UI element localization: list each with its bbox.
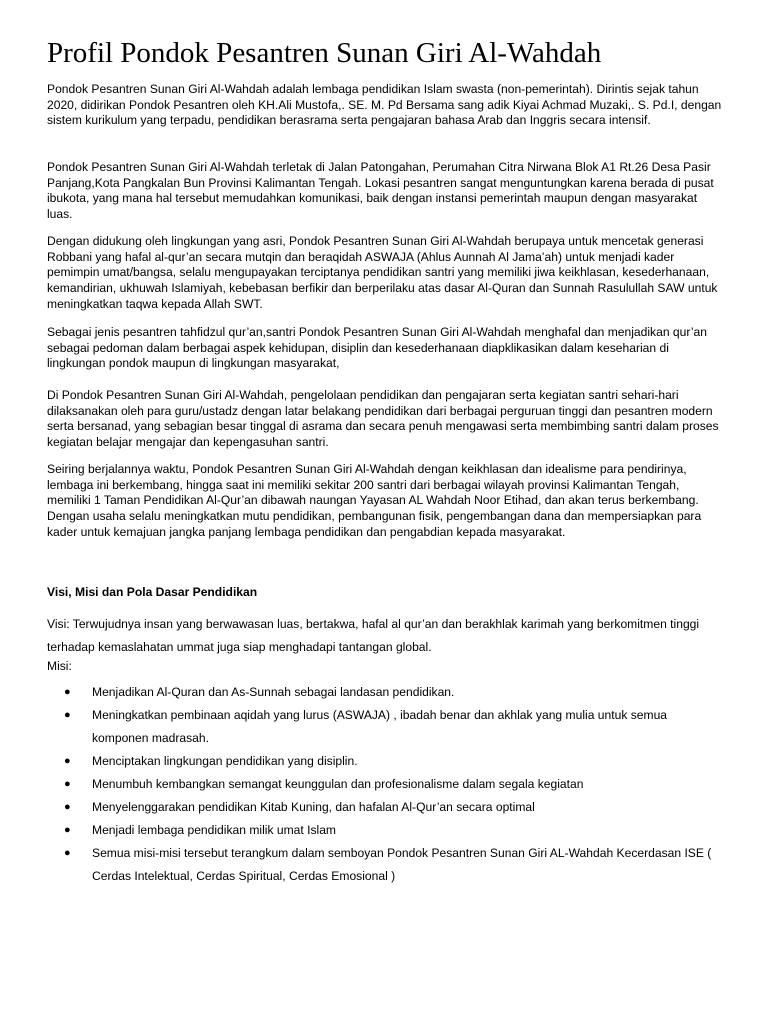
list-item bbox=[47, 681, 723, 704]
paragraph-tahfidz: Sebagai jenis pesantren tahfidzul qur’an,santri Pondok Pesantren Sunan Giri Al-Wahdah menghafal dan menjadikan qur’an sebagai pedoman dalam berbagai aspek kehidupan, disiplin dan kesederhanaan diapklikasikan dalam keseharian di lingkungan pondok maupun di lingkungan masyarakat, bbox=[47, 325, 707, 371]
bullet-icon: ● bbox=[64, 709, 71, 721]
list-item-text: Menjadi lembaga pendidikan milik umat Islam bbox=[92, 823, 337, 837]
paragraph-intro: Pondok Pesantren Sunan Giri Al-Wahdah adalah lembaga pendidikan Islam swasta (non-pemerintah). Dirintis sejak tahun 2020, didirikan Pondok Pesantren oleh KH.Ali Mustofa,. SE. M. Pd Bersama sang adik Kiyai Achmad Muzaki,. S. Pd.I, dengan sistem kurikulum yang terpadu, pendidikan berasrama serta pengajaran bahasa Arab dan Inggris secara intensif. bbox=[47, 82, 722, 128]
bullet-icon: ● bbox=[64, 847, 71, 859]
section-heading: Visi, Misi dan Pola Dasar Pendidikan bbox=[47, 585, 258, 599]
paragraph-location: Pondok Pesantren Sunan Giri Al-Wahdah terletak di Jalan Patongahan, Perumahan Citra Nirwana Blok A1 Rt.26 Desa Pasir Panjang,Kota Pangkalan Bun Provinsi Kalimantan Tengah. Lokasi pesantren sangat menguntungkan karena berada di pusat ibukota, yang mana hal tersebut memudahkan komunikasi, baik dengan instansi pemerintah maupun dengan masyarakat luas. bbox=[47, 160, 714, 222]
list-item bbox=[47, 704, 723, 750]
list-item-text: Menciptakan lingkungan pendidikan yang disiplin. bbox=[92, 754, 358, 768]
list-item-text: Meningkatkan pembinaan aqidah yang lurus (ASWAJA) , ibadah benar dan akhlak yang mulia untuk semua komponen madrasah. bbox=[92, 708, 668, 745]
document-page bbox=[47, 36, 723, 883]
paragraph-growth: Seiring berjalannya waktu, Pondok Pesantren Sunan Giri Al-Wahdah dengan keikhlasan dan idealisme para pendirinya, lembaga ini berkembang, hingga saat ini memiliki sekitar 200 santri dari berbagai wilayah provinsi Kalimantan Tengah, memiliki 1 Taman Pendidikan Al-Qur’an dibawah naungan Yayasan AL Wahdah Noor Etihad, dan akan terus berkembang. Dengan usaha selalu meningkatkan mutu pendidikan, pembangunan fisik, pengembangan dana dan mempersiapkan para kader untuk kemajuan jangka panjang lembaga pendidikan dan pengabdian kepada masyarakat. bbox=[47, 462, 702, 539]
list-item bbox=[47, 773, 723, 796]
paragraph-management: Di Pondok Pesantren Sunan Giri Al-Wahdah, pengelolaan pendidikan dan pengajaran serta kegiatan santri sehari-hari dilaksanakan oleh para guru/ustadz dengan latar belakang pendidikan dari berbagai perguruan tinggi dan pesantren modern serta bersanad, yang sebagian besar tinggal di asrama dan secara penuh mengawasi serta membimbing santri dalam proses kegiatan belajar mengajar dan kepengasuhan santri. bbox=[47, 388, 719, 450]
list-item bbox=[47, 750, 723, 773]
bullet-icon: ● bbox=[64, 755, 71, 767]
paragraph-environment: Dengan didukung oleh lingkungan yang asri, Pondok Pesantren Sunan Giri Al-Wahdah berupaya untuk mencetak generasi Robbani yang hafal al-qur’an secara mutqin dan beraqidah ASWAJA (Ahlus Aunnah Al Jama’ah) untuk menjadi kader pemimpin umat/bangsa, selalu mengupayakan terciptanya pendidikan santri yang memiliki jiwa keikhlasan, kesederhanaan, kemandirian, ukhuwah Islamiyah, kebebasan berfikir dan berperilaku atas dasar Al-Quran dan Sunnah Rasulullah SAW untuk meningkatkan taqwa kepada Allah SWT. bbox=[47, 234, 718, 311]
list-item bbox=[47, 842, 723, 888]
misi-list bbox=[47, 681, 723, 888]
page-title: Profil Pondok Pesantren Sunan Giri Al-Wahdah bbox=[47, 37, 602, 69]
list-item bbox=[47, 819, 723, 842]
list-item bbox=[47, 796, 723, 819]
visi-text: Visi: Terwujudnya insan yang berwawasan luas, bertakwa, hafal al qur’an dan berakhlak karimah yang berkomitmen tinggi terhadap kemaslahatan ummat juga siap menghadapi tantangan global. bbox=[47, 617, 700, 654]
list-item-text: Menyelenggarakan pendidikan Kitab Kuning, dan hafalan Al-Qur’an secara optimal bbox=[92, 800, 535, 814]
bullet-icon: ● bbox=[64, 801, 71, 813]
bullet-icon: ● bbox=[64, 824, 71, 836]
bullet-icon: ● bbox=[64, 686, 71, 698]
list-item-text: Menumbuh kembangkan semangat keunggulan dan profesionalisme dalam segala kegiatan bbox=[92, 777, 584, 791]
bullet-icon: ● bbox=[64, 778, 71, 790]
list-item-text: Menjadikan Al-Quran dan As-Sunnah sebagai landasan pendidikan. bbox=[92, 685, 455, 699]
misi-label: Misi: bbox=[47, 659, 72, 673]
list-item-text: Semua misi-misi tersebut terangkum dalam semboyan Pondok Pesantren Sunan Giri AL-Wahdah Kecerdasan ISE ( Cerdas Intelektual, Cerdas Spiritual, Cerdas Emosional ) bbox=[92, 846, 712, 883]
